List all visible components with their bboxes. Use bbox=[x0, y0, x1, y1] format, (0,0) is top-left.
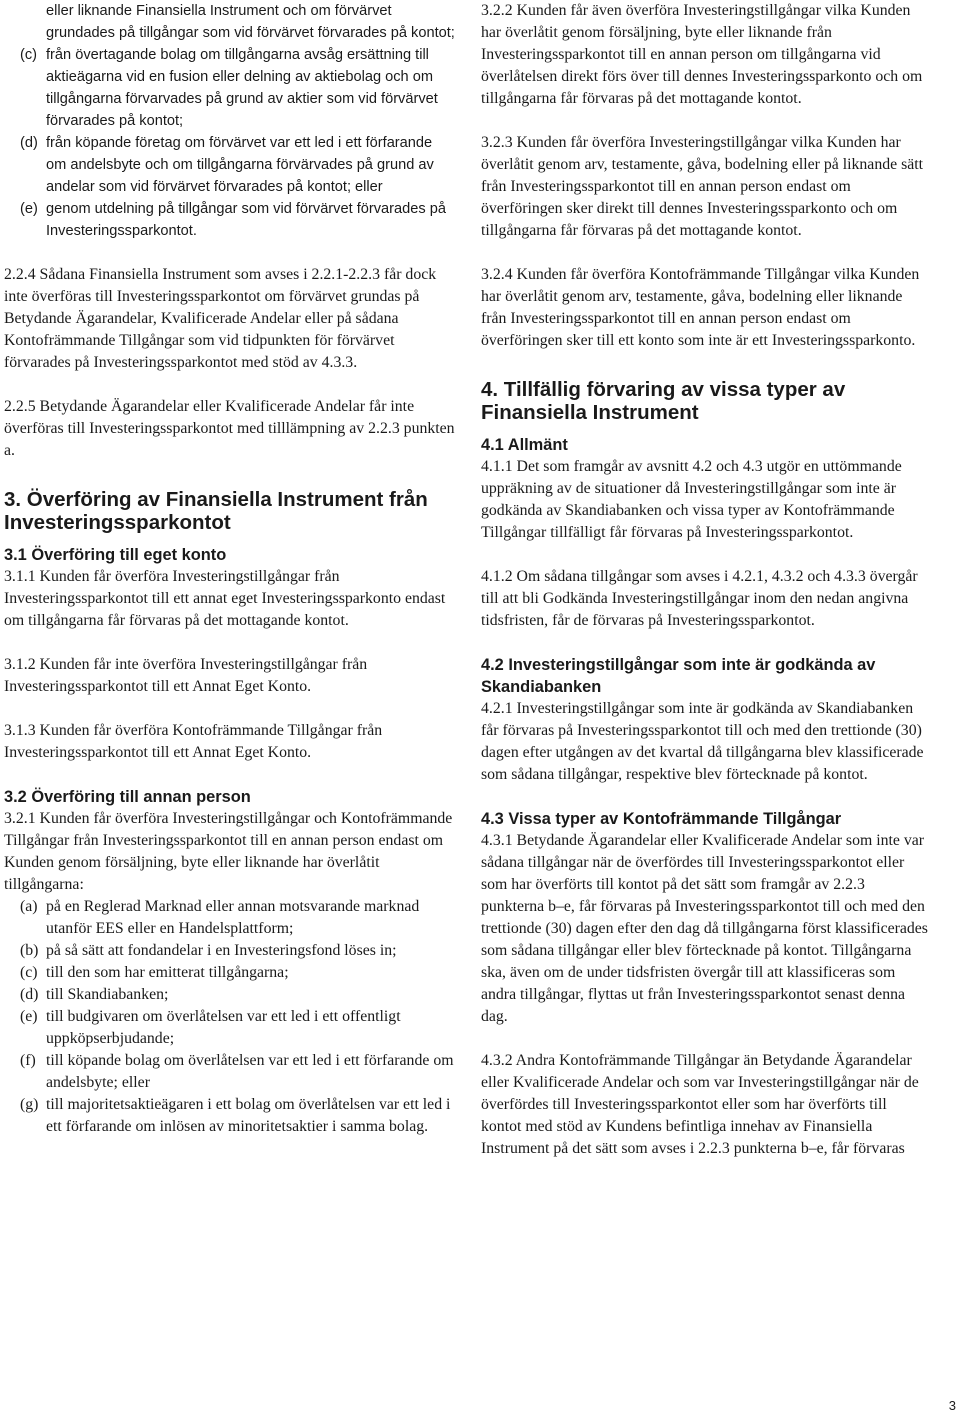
paragraph-3-2-1: 3.2.1 Kunden får överföra Investeringstillgångar och Kontofrämmande Tillgångar från Investeringssparkontot till en annan person endast om Kunden genom försäljning, byte eller liknande har överlåtit tillgångarna: bbox=[4, 810, 453, 893]
list-item-label: (c) bbox=[20, 47, 38, 63]
list-item bbox=[4, 962, 456, 984]
page-number: 3 bbox=[948, 1398, 956, 1413]
subsection-heading-4-1: 4.1 Allmänt bbox=[481, 436, 568, 454]
paragraph-3-2-4: 3.2.4 Kunden får överföra Kontofrämmande Tillgångar vilka Kunden har överlåtit genom arv, testamente, gåva, bodelning eller liknande från Investeringssparkontot till en annan person endast om överföringen sker till ett konto som inte är ett Investeringssparkonto. bbox=[481, 266, 920, 349]
list-item-label: (e) bbox=[20, 201, 38, 217]
list-item-label: (a) bbox=[20, 898, 38, 915]
list-item-text: på en Reglerad Marknad eller annan motsvarande marknad utanför EES eller en Handelsplattform; bbox=[46, 898, 420, 937]
list-item-label: (g) bbox=[20, 1096, 39, 1113]
paragraph-4-3-2: 4.3.2 Andra Kontofrämmande Tillgångar än Betydande Ägarandelar eller Kvalificerade Andelar och som var Investeringstillgångar när de överfördes till Investeringssparkontot eller som har överförts till kontot med stöd av Kundens befintliga innehav av Finansiella Instrument på det sätt som avses i 2.2.3 punkterna b–e, får förvaras bbox=[481, 1052, 919, 1157]
list-item-text: till budgivaren om överlåtelsen var ett led i ett offentligt uppköpserbjudande; bbox=[46, 1008, 401, 1047]
list-item-text: eller liknande Finansiella Instrument och om förvärvet grundades på tillgångar som vid förvärvet förvarades på kontot; bbox=[46, 3, 455, 41]
paragraph-4-1-2: 4.1.2 Om sådana tillgångar som avses i 4.2.1, 4.3.2 och 4.3.3 övergår till att bli Godkända Investeringstillgångar inom den nedan angivna tidsfristen, får de förvaras på Investeringssparkontot. bbox=[481, 568, 918, 629]
list-item-text: till majoritetsaktieägaren i ett bolag om överlåtelsen var ett led i ett förfarande om inlösen av minoritetsaktier i samma bolag. bbox=[46, 1096, 451, 1135]
subsection-heading-3-2: 3.2 Överföring till annan person bbox=[4, 788, 251, 806]
continued-list bbox=[4, 0, 456, 242]
left-column bbox=[4, 0, 456, 1138]
list-item-text: till köpande bolag om överlåtelsen var ett led i ett förfarande om andelsbyte; eller bbox=[46, 1052, 454, 1091]
list-item-text: till Skandiabanken; bbox=[46, 986, 169, 1003]
list-item-label: (c) bbox=[20, 964, 38, 981]
list-item bbox=[4, 132, 456, 198]
section-heading-4: 4. Tillfällig förvaring av vissa typer av Finansiella Instrument bbox=[481, 378, 846, 424]
list-item bbox=[4, 940, 456, 962]
paragraph-3-2-3: 3.2.3 Kunden får överföra Investeringstillgångar vilka Kunden har överlåtit genom arv, testamente, gåva, bodelning eller på liknande sätt från Investeringssparkontot till en annan person endast om överföringen sker direkt till dennes Investeringssparkonto och om tillgångarna får förvaras på det mottagande kontot. bbox=[481, 134, 924, 239]
paragraph-2-2-5: 2.2.5 Betydande Ägarandelar eller Kvalificerade Andelar får inte överföras till Investeringssparkontot med tilllämpning av 2.2.3 punkten a. bbox=[4, 398, 455, 459]
paragraph-3-2-2: 3.2.2 Kunden får även överföra Investeringstillgångar vilka Kunden har överlåtit genom försäljning, byte eller liknande från Investeringssparkontot till en annan person om tillgångarna vid överlåtelsen direkt förs över till dennes Investeringssparkonto och om tillgångarna får förvaras på det mottagande kontot. bbox=[481, 2, 923, 107]
paragraph-4-1-1: 4.1.1 Det som framgår av avsnitt 4.2 och 4.3 utgör en uttömmande uppräkning av de situationer då Investeringstillgångar som inte är godkända av Skandiabanken och vissa typer av Kontofrämmande Tillgångar tillfälligt får förvaras på Investeringssparkontot. bbox=[481, 458, 902, 541]
paragraph-3-1-2: 3.1.2 Kunden får inte överföra Investeringstillgångar från Investeringssparkontot till ett Annat Eget Konto. bbox=[4, 656, 368, 695]
list-item bbox=[4, 198, 456, 242]
list-item-label bbox=[4, 0, 46, 44]
subsection-heading-4-3: 4.3 Vissa typer av Kontofrämmande Tillgångar bbox=[481, 810, 842, 828]
section-heading-3: 3. Överföring av Finansiella Instrument från Investeringssparkontot bbox=[4, 488, 428, 534]
list-item-text: från köpande företag om förvärvet var ett led i ett förfarande om andelsbyte och om tillgångarna förvärvades på grund av andelar som vid förvärvet förvarades på kontot; eller bbox=[46, 135, 434, 195]
paragraph-4-3-1: 4.3.1 Betydande Ägarandelar eller Kvalificerade Andelar som inte var sådana tillgångar när de överfördes till Investeringssparkontot eller som har överförts till kontot på det sätt som framgår av 2.2.3 punkterna b–e, får förvaras på Investeringssparkontot till och med den trettionde (30) dagen efter den dag då tillgångarna först klassificerades som sådana tillgångar eller blev förtecknade på kontot. Tillgångarna ska, även om de under tidsfristen övergår till att klassificeras som andra tillgångar, flyttas ut från Investeringssparkontot senast denna dag. bbox=[481, 832, 928, 1025]
list-item bbox=[4, 1006, 456, 1050]
paragraph-3-1-3: 3.1.3 Kunden får överföra Kontofrämmande Tillgångar från Investeringssparkontot till ett Annat Eget Konto. bbox=[4, 722, 383, 761]
list-item-label: (d) bbox=[20, 135, 38, 151]
list-item-label: (e) bbox=[20, 1008, 38, 1025]
list-item bbox=[4, 1050, 456, 1094]
list-item-text: på så sätt att fondandelar i en Investeringsfond löses in; bbox=[46, 942, 397, 959]
right-column bbox=[481, 0, 929, 1160]
paragraph-2-2-4: 2.2.4 Sådana Finansiella Instrument som avses i 2.2.1-2.2.3 får dock inte överföras till Investeringssparkontot om förvärvet grundas på Betydande Ägarandelar, Kvalificerade Andelar eller på sådana Kontofrämmande Tillgångar som vid tidpunkten för förvärvet förvarades på Investeringssparkontot med stöd av 4.3.3. bbox=[4, 266, 437, 371]
paragraph-4-2-1: 4.2.1 Investeringstillgångar som inte är godkända av Skandiabanken får förvaras på Investeringssparkontot till och med den trettionde (30) dagen efter utgången av det kvartal då tillgångarna blev klassificerade som sådana tillgångar, respektive blev förtecknade på kontot. bbox=[481, 700, 924, 783]
paragraph-3-1-1: 3.1.1 Kunden får överföra Investeringstillgångar från Investeringssparkontot till ett annat eget Investeringssparkonto endast om tillgångarna får förvaras på det mottagande kontot. bbox=[4, 568, 446, 629]
list-item-text: till den som har emitterat tillgångarna; bbox=[46, 964, 289, 981]
list-item-label: (d) bbox=[20, 986, 39, 1003]
list-item-text: genom utdelning på tillgångar som vid förvärvet förvarades på Investeringssparkontot. bbox=[46, 201, 446, 239]
list-item-label: (b) bbox=[20, 942, 39, 959]
list-item-text: från övertagande bolag om tillgångarna avsåg ersättning till aktieägarna vid en fusion eller delning av aktiebolag och om tillgångarna förvarvades på grund av aktier som vid förvärvet förvarades på kontot; bbox=[46, 47, 438, 129]
transfer-conditions-list bbox=[4, 896, 456, 1138]
list-item bbox=[4, 44, 456, 132]
list-item bbox=[4, 896, 456, 940]
list-item-label: (f) bbox=[20, 1052, 36, 1069]
list-item bbox=[4, 0, 456, 44]
list-item bbox=[4, 1094, 456, 1138]
subsection-heading-4-2: 4.2 Investeringstillgångar som inte är godkända av Skandiabanken bbox=[481, 656, 876, 696]
subsection-heading-3-1: 3.1 Överföring till eget konto bbox=[4, 546, 227, 564]
list-item bbox=[4, 984, 456, 1006]
